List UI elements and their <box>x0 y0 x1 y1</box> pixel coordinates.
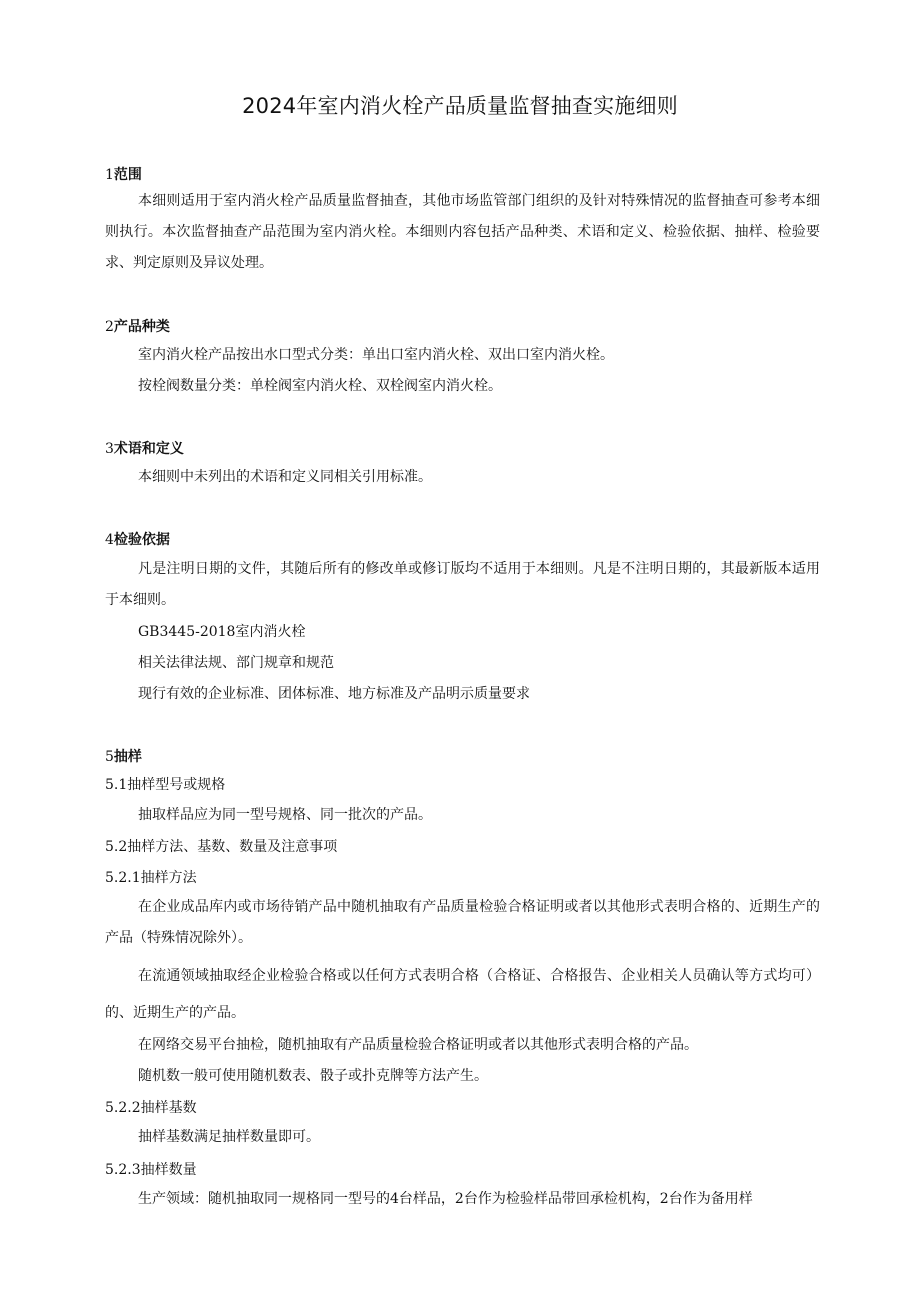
paragraph-5-2-1-circulation: 在流通领域抽取经企业检验合格或以任何方式表明合格（合格证、合格报告、企业相关人员确认等方式均可）的、近期生产的产品。 <box>105 968 820 1021</box>
subsection-5-1: 5.1抽样型号或规格 <box>105 777 226 793</box>
section-number: 1 <box>105 167 114 183</box>
paragraph-5-2-1-random: 随机数一般可使用随机数表、骰子或扑克牌等方法产生。 <box>138 1068 488 1084</box>
paragraph-basis: 凡是注明日期的文件，其随后所有的修改单或修订版均不适用于本细则。凡是不注明日期的，其最新版本适用于本细则。 <box>105 561 820 608</box>
section-title: 产品种类 <box>113 319 170 335</box>
paragraph-5-1: 抽取样品应为同一型号规格、同一批次的产品。 <box>138 807 432 823</box>
paragraph-scope: 本细则适用于室内消火栓产品质量监督抽查，其他市场监管部门组织的及针对特殊情况的监督抽查可参考本细则执行。本次监督抽查产品范围为室内消火栓。本细则内容包括产品种类、术语和定义、检验依据、抽样、检验要求、判定原则及异议处理。 <box>105 193 820 271</box>
paragraph-5-2-3: 生产领域：随机抽取同一规格同一型号的4台样品，2台作为检验样品带回承检机构，2台作为备用样 <box>138 1191 753 1207</box>
paragraph-terms: 本细则中未列出的术语和定义同相关引用标准。 <box>138 469 432 485</box>
section-heading-scope <box>105 164 142 184</box>
section-title: 抽样 <box>113 749 142 765</box>
section-number: 4 <box>105 532 114 548</box>
section-heading-product-types <box>105 316 170 336</box>
section-title: 范围 <box>113 167 142 183</box>
section-number: 3 <box>105 441 114 457</box>
basis-item-regulations: 相关法律法规、部门规章和规范 <box>138 655 334 671</box>
basis-item-enterprise-standards: 现行有效的企业标准、团体标准、地方标准及产品明示质量要求 <box>138 686 530 702</box>
subsection-5-2-1: 5.2.1抽样方法 <box>105 870 197 886</box>
document-title: 2024年室内消火栓产品质量监督抽查实施细则 <box>242 94 678 118</box>
section-title: 术语和定义 <box>113 441 184 457</box>
section-number: 2 <box>105 319 114 335</box>
paragraph-5-2-2: 抽样基数满足抽样数量即可。 <box>138 1129 320 1145</box>
paragraph-5-2-1-online: 在网络交易平台抽检，随机抽取有产品质量检验合格证明或者以其他形式表明合格的产品。 <box>138 1037 698 1053</box>
section-heading-basis <box>105 529 170 549</box>
basis-item-standard: GB3445-2018室内消火栓 <box>138 624 306 640</box>
section-heading-sampling <box>105 746 142 766</box>
section-title: 检验依据 <box>113 532 170 548</box>
subsection-5-2: 5.2抽样方法、基数、数量及注意事项 <box>105 839 338 855</box>
section-heading-terms <box>105 438 184 458</box>
paragraph-types-valve: 按栓阀数量分类：单栓阀室内消火栓、双栓阀室内消火栓。 <box>138 378 502 394</box>
subsection-5-2-3: 5.2.3抽样数量 <box>105 1162 197 1178</box>
paragraph-types-outlet: 室内消火栓产品按出水口型式分类：单出口室内消火栓、双出口室内消火栓。 <box>138 347 614 363</box>
paragraph-5-2-1-enterprise: 在企业成品库内或市场待销产品中随机抽取有产品质量检验合格证明或者以其他形式表明合格的、近期生产的产品（特殊情况除外）。 <box>105 899 820 946</box>
section-number: 5 <box>105 749 114 765</box>
subsection-5-2-2: 5.2.2抽样基数 <box>105 1100 197 1116</box>
